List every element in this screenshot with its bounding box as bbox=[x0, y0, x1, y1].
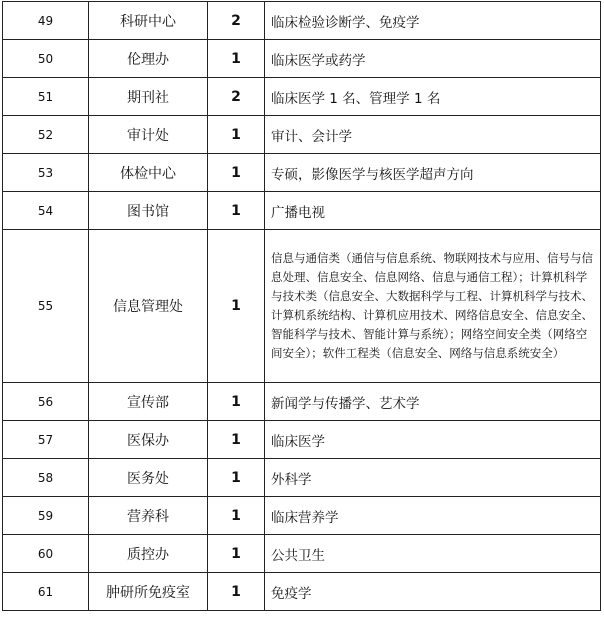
row-number: 54 bbox=[3, 192, 89, 230]
major-requirement: 新闻学与传播学、艺术学 bbox=[265, 383, 601, 421]
row-number: 58 bbox=[3, 459, 89, 497]
major-requirement: 临床医学 1 名、管理学 1 名 bbox=[265, 78, 601, 116]
department-name: 图书馆 bbox=[89, 192, 208, 230]
row-number: 61 bbox=[3, 573, 89, 611]
major-requirement: 审计、会计学 bbox=[265, 116, 601, 154]
department-name: 体检中心 bbox=[89, 154, 208, 192]
department-name: 审计处 bbox=[89, 116, 208, 154]
table-row bbox=[3, 573, 601, 611]
department-name: 科研中心 bbox=[89, 2, 208, 40]
major-requirement: 临床医学或药学 bbox=[265, 40, 601, 78]
table-row bbox=[3, 2, 601, 40]
row-number: 55 bbox=[3, 230, 89, 383]
position-count: 1 bbox=[208, 497, 265, 535]
table-row bbox=[3, 116, 601, 154]
major-requirement: 免疫学 bbox=[265, 573, 601, 611]
major-requirement: 广播电视 bbox=[265, 192, 601, 230]
table-row bbox=[3, 459, 601, 497]
department-name: 肿研所免疫室 bbox=[89, 573, 208, 611]
table-row bbox=[3, 230, 601, 383]
row-number: 60 bbox=[3, 535, 89, 573]
department-name: 营养科 bbox=[89, 497, 208, 535]
major-requirement: 临床检验诊断学、免疫学 bbox=[265, 2, 601, 40]
major-requirement: 信息与通信类（通信与信息系统、物联网技术与应用、信号与信息处理、信息安全、信息网络、信息与通信工程）；计算机科学与技术类（信息安全、大数据科学与工程、计算机科学与技术、计算机系统结构、计算机应用技术、网络信息安全、信息安全、智能科学与技术、智能计算与系统）；网络空间安全类（网络空间安全）；软件工程类（信息安全、网络与信息系统安全） bbox=[265, 230, 601, 383]
row-number: 53 bbox=[3, 154, 89, 192]
position-count: 1 bbox=[208, 192, 265, 230]
position-count: 1 bbox=[208, 535, 265, 573]
position-count: 1 bbox=[208, 459, 265, 497]
position-count: 1 bbox=[208, 230, 265, 383]
major-requirement: 专硕，影像医学与核医学超声方向 bbox=[265, 154, 601, 192]
department-name: 医务处 bbox=[89, 459, 208, 497]
row-number: 51 bbox=[3, 78, 89, 116]
position-count: 1 bbox=[208, 573, 265, 611]
table-row bbox=[3, 535, 601, 573]
table-row bbox=[3, 40, 601, 78]
position-count: 1 bbox=[208, 116, 265, 154]
position-count: 1 bbox=[208, 40, 265, 78]
table-row bbox=[3, 154, 601, 192]
table-row bbox=[3, 497, 601, 535]
table-row bbox=[3, 383, 601, 421]
row-number: 56 bbox=[3, 383, 89, 421]
department-name: 质控办 bbox=[89, 535, 208, 573]
position-count: 2 bbox=[208, 2, 265, 40]
table-row bbox=[3, 421, 601, 459]
major-requirement: 外科学 bbox=[265, 459, 601, 497]
department-name: 信息管理处 bbox=[89, 230, 208, 383]
major-requirement: 临床营养学 bbox=[265, 497, 601, 535]
department-name: 期刊社 bbox=[89, 78, 208, 116]
position-count: 1 bbox=[208, 383, 265, 421]
major-requirement: 临床医学 bbox=[265, 421, 601, 459]
major-requirement: 公共卫生 bbox=[265, 535, 601, 573]
row-number: 52 bbox=[3, 116, 89, 154]
row-number: 57 bbox=[3, 421, 89, 459]
position-count: 1 bbox=[208, 154, 265, 192]
row-number: 59 bbox=[3, 497, 89, 535]
row-number: 50 bbox=[3, 40, 89, 78]
table-row bbox=[3, 78, 601, 116]
department-name: 宣传部 bbox=[89, 383, 208, 421]
department-name: 医保办 bbox=[89, 421, 208, 459]
row-number: 49 bbox=[3, 2, 89, 40]
department-name: 伦理办 bbox=[89, 40, 208, 78]
positions-table bbox=[2, 1, 601, 611]
position-count: 2 bbox=[208, 78, 265, 116]
table-row bbox=[3, 192, 601, 230]
position-count: 1 bbox=[208, 421, 265, 459]
